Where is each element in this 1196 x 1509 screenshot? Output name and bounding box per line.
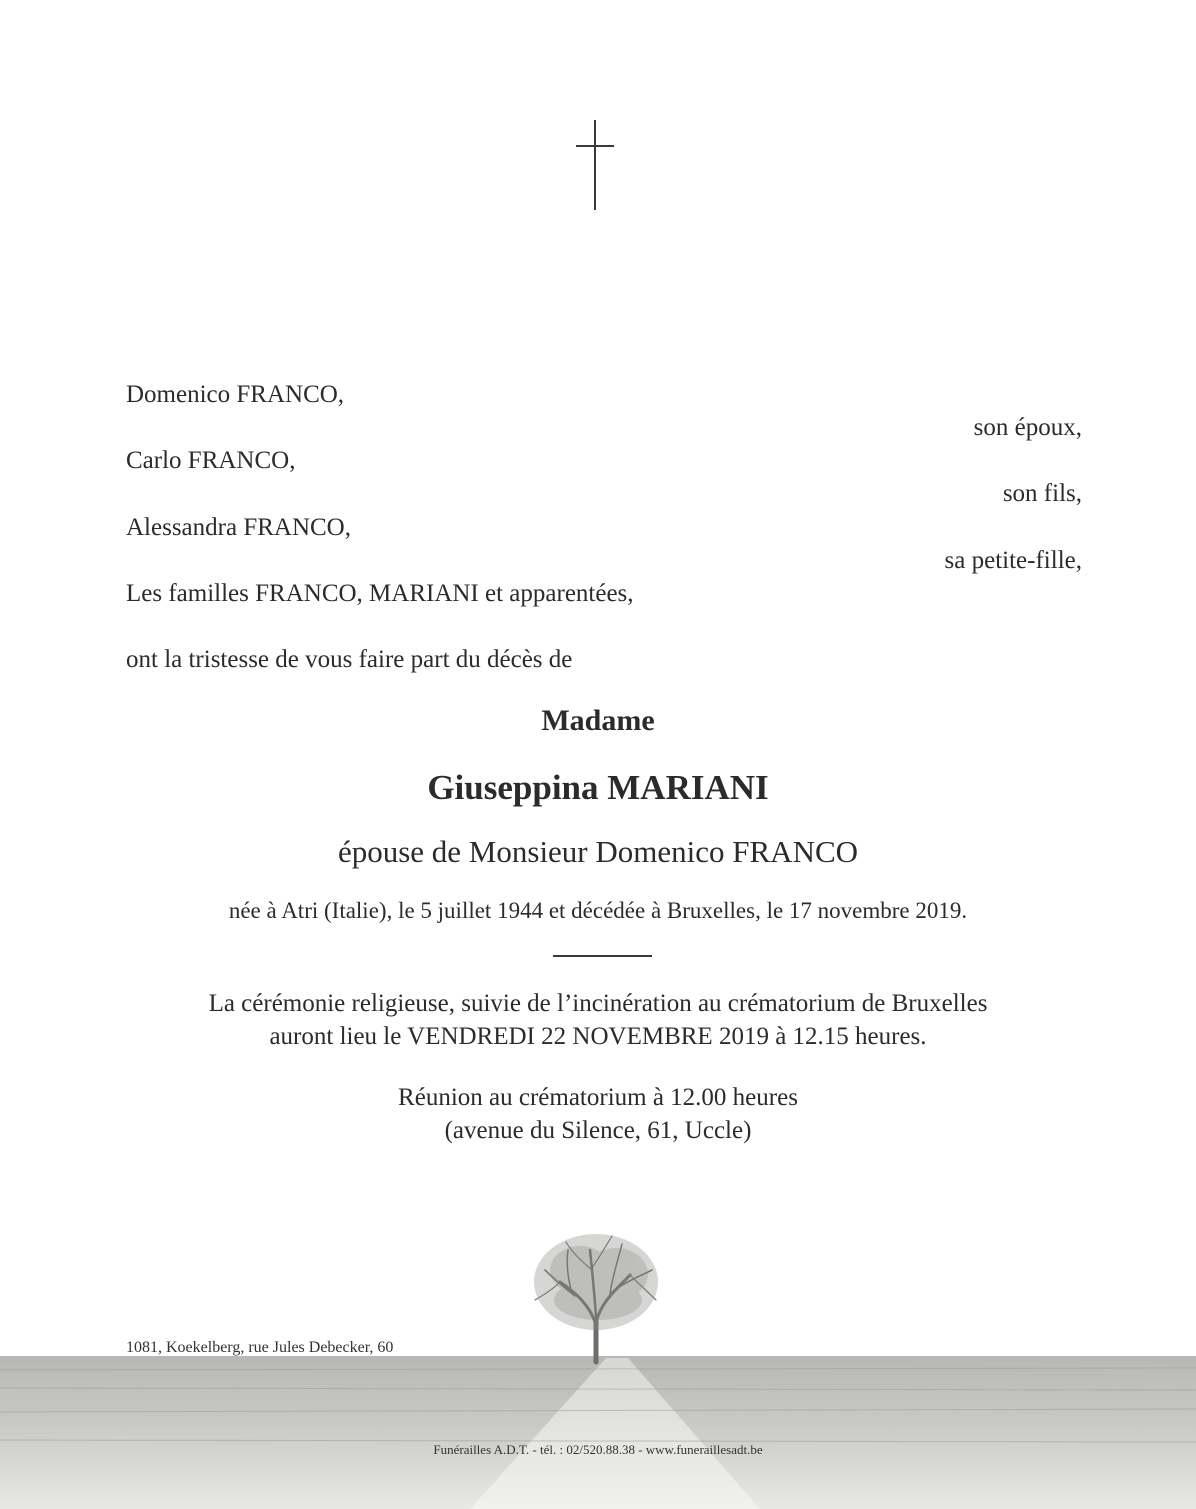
family-member-relation-1: son époux, bbox=[973, 414, 1082, 441]
deceased-title: Madame bbox=[541, 704, 655, 737]
cross-icon bbox=[576, 120, 614, 210]
family-member-relation-2: son fils, bbox=[1002, 480, 1082, 507]
reunion-line-1: Réunion au crématorium à 12.00 heures bbox=[398, 1084, 798, 1111]
reunion-line-2: (avenue du Silence, 61, Uccle) bbox=[444, 1117, 752, 1144]
family-member-relation-3: sa petite-fille, bbox=[944, 547, 1082, 574]
family-member-name-2: Carlo FRANCO, bbox=[126, 447, 296, 474]
ceremony-line-2: auront lieu le VENDREDI 22 NOVEMBRE 2019 à 12.15 heures. bbox=[269, 1023, 927, 1050]
landscape-tree-illustration bbox=[0, 1230, 1196, 1509]
ceremony-line-1: La cérémonie religieuse, suivie de l’incinération au crématorium de Bruxelles bbox=[208, 990, 988, 1017]
deceased-spouse: épouse de Monsieur Domenico FRANCO bbox=[337, 834, 859, 869]
family-member-name-1: Domenico FRANCO, bbox=[126, 381, 345, 408]
funeral-home-address: 1081, Koekelberg, rue Jules Debecker, 60 bbox=[126, 1339, 394, 1356]
family-member-name-3: Alessandra FRANCO, bbox=[126, 514, 351, 541]
separator-line bbox=[553, 955, 652, 957]
deceased-name: Giuseppina MARIANI bbox=[427, 768, 769, 807]
deceased-dates: née à Atri (Italie), le 5 juillet 1944 et décédée à Bruxelles, le 17 novembre 2019. bbox=[228, 898, 968, 923]
funeral-home-footer: Funérailles A.D.T. - tél. : 02/520.88.38 - www.funeraillesadt.be bbox=[433, 1442, 763, 1457]
families-line: Les familles FRANCO, MARIANI et apparentées, bbox=[126, 580, 634, 607]
announcement-line: ont la tristesse de vous faire part du décès de bbox=[126, 646, 573, 673]
